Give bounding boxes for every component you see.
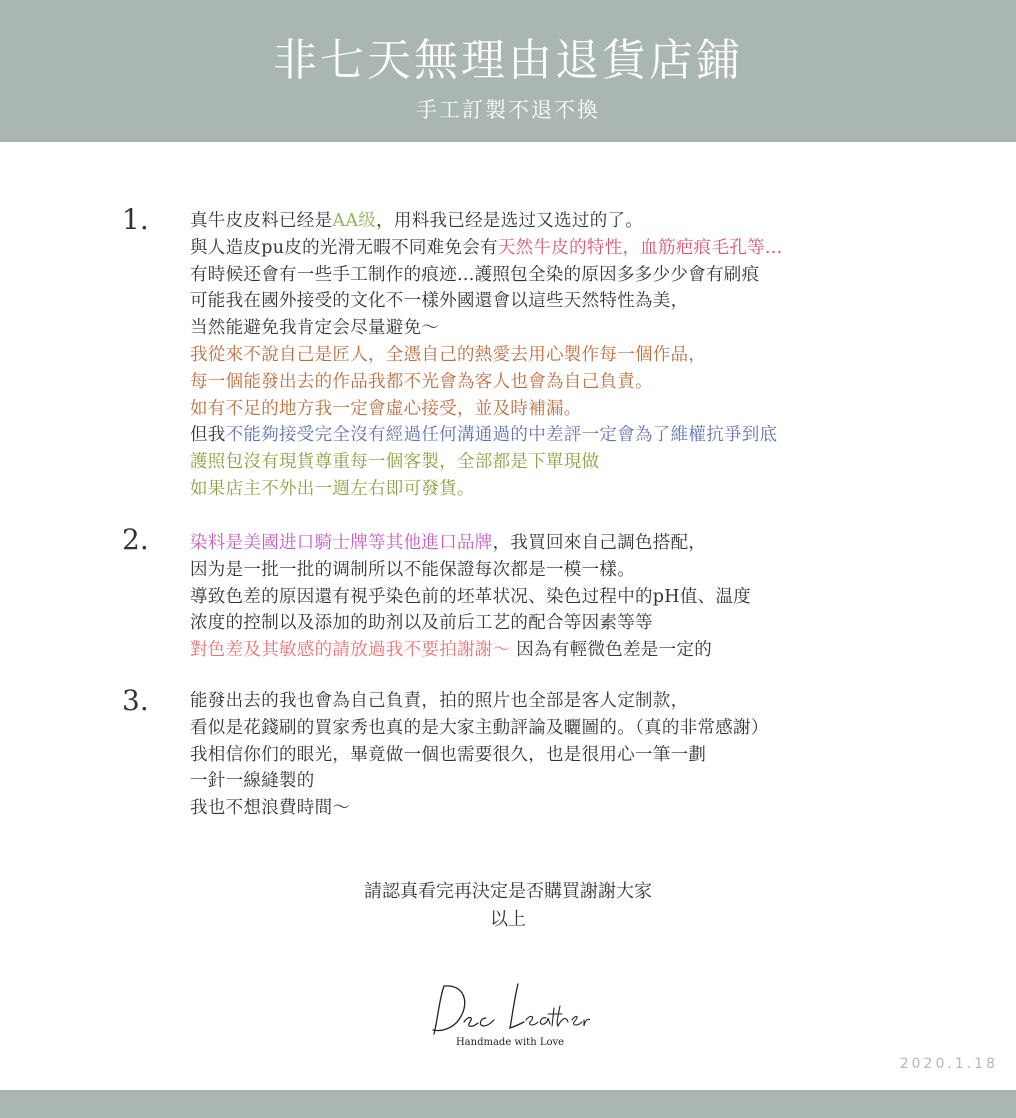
body-text: ，我買回來自己調色搭配， bbox=[492, 533, 707, 553]
body-text: 因為有輕微色差是一定的 bbox=[510, 640, 713, 661]
logo-tagline: Handmade with Love bbox=[455, 1037, 565, 1048]
highlighted-text: 如果店主不外出一週左右即可發貨。 bbox=[190, 478, 475, 499]
closing-end: 以上 bbox=[490, 909, 526, 930]
body-text: 可能我在國外接受的文化不一樣外國還會以這些天然特性為美， bbox=[190, 291, 689, 312]
body-text: 浓度的控制以及添加的助剂以及前后工艺的配合等因素等等 bbox=[190, 613, 653, 634]
section-1-line bbox=[190, 262, 782, 289]
section-3 bbox=[190, 688, 769, 822]
section-3-line bbox=[190, 795, 769, 822]
section-2-line bbox=[190, 610, 751, 637]
body-text: 能發出去的我也會為自己負責，拍的照片也全部是客人定制款， bbox=[190, 691, 689, 711]
section-1-line bbox=[190, 235, 782, 262]
section-2-line bbox=[190, 584, 751, 611]
section-1-line bbox=[190, 342, 782, 369]
section-1-line bbox=[190, 288, 782, 315]
body-text: 因为是一批一批的调制所以不能保證每次都是一模一樣。 bbox=[190, 559, 635, 580]
section-2-line bbox=[190, 557, 751, 584]
signature-icon bbox=[430, 980, 590, 1040]
section-1-line bbox=[190, 369, 782, 396]
highlighted-text: 染料是美國进口騎士牌等其他進口品牌 bbox=[190, 533, 493, 553]
section-3-line bbox=[190, 688, 769, 715]
body-text: 一針一線縫製的 bbox=[190, 771, 315, 792]
header-banner bbox=[0, 0, 1016, 142]
body-text: 我相信你们的眼光，畢竟做一個也需要很久，也是很用心一筆一劃 bbox=[190, 744, 707, 765]
highlighted-text: AA级 bbox=[332, 211, 377, 231]
highlighted-text: 天然牛皮的特性，血筋疤痕毛孔等... bbox=[497, 237, 783, 258]
body-text: ，用料我已经是选过又选过的了。 bbox=[376, 211, 644, 231]
section-2-line bbox=[190, 530, 751, 557]
page-title: 非七天無理由退貨店鋪 bbox=[273, 35, 743, 86]
section-3-line bbox=[190, 715, 769, 742]
body-text: 当然能避免我肯定会尽量避免～ bbox=[190, 318, 440, 339]
footer-bar bbox=[0, 1090, 1016, 1118]
section-1-line bbox=[190, 315, 782, 342]
section-1-line bbox=[190, 449, 782, 476]
highlighted-text: 不能夠接受完全沒有經過任何溝通過的中差評一定會為了維權抗爭到底 bbox=[225, 425, 778, 446]
section-1 bbox=[190, 208, 782, 503]
highlighted-text: 每一個能發出去的作品我都不光會為客人也會為自己負責。 bbox=[190, 371, 653, 392]
section-number-1: 1. bbox=[122, 203, 149, 236]
body-text: 有時候还會有一些手工制作的痕迹...護照包全染的原因多多少少會有刷痕 bbox=[190, 264, 760, 285]
body-text: 導致色差的原因還有視乎染色前的坯革状况、染色过程中的pH值、温度 bbox=[190, 586, 752, 607]
body-text: 看似是花錢刷的買家秀也真的是大家主動評論及曬圖的。（真的非常感謝） bbox=[190, 717, 769, 738]
body-text: 但我 bbox=[190, 425, 226, 446]
section-1-line bbox=[190, 396, 782, 423]
body-text: 我也不想浪費時間～ bbox=[190, 798, 351, 819]
highlighted-text: 對色差及其敏感的請放過我不要拍謝謝～ bbox=[190, 640, 511, 661]
body-text: 與人造皮pu皮的光滑无暇不同难免会有 bbox=[190, 237, 498, 258]
highlighted-text: 護照包沒有現貨尊重每一個客製，全部都是下單現做 bbox=[190, 452, 600, 473]
section-3-line bbox=[190, 742, 769, 769]
date-stamp: 2020.1.18 bbox=[899, 1056, 998, 1072]
section-2 bbox=[190, 530, 751, 664]
highlighted-text: 如有不足的地方我一定會虛心接受，並及時補漏。 bbox=[190, 398, 582, 419]
body-text: 真牛皮皮料已经是 bbox=[190, 211, 333, 231]
section-3-line bbox=[190, 768, 769, 795]
section-number-3: 3. bbox=[122, 684, 149, 717]
section-2-line bbox=[190, 637, 751, 664]
section-1-line bbox=[190, 208, 782, 235]
section-number-2: 2. bbox=[122, 523, 149, 556]
highlighted-text: 我從來不說自己是匠人，全憑自己的熱愛去用心製作每一個作品， bbox=[190, 344, 707, 365]
section-1-line bbox=[190, 476, 782, 503]
page-subtitle: 手工訂製不退不換 bbox=[416, 98, 600, 122]
section-1-line bbox=[190, 422, 782, 449]
closing-line: 請認真看完再決定是否購買謝謝大家 bbox=[364, 881, 652, 902]
